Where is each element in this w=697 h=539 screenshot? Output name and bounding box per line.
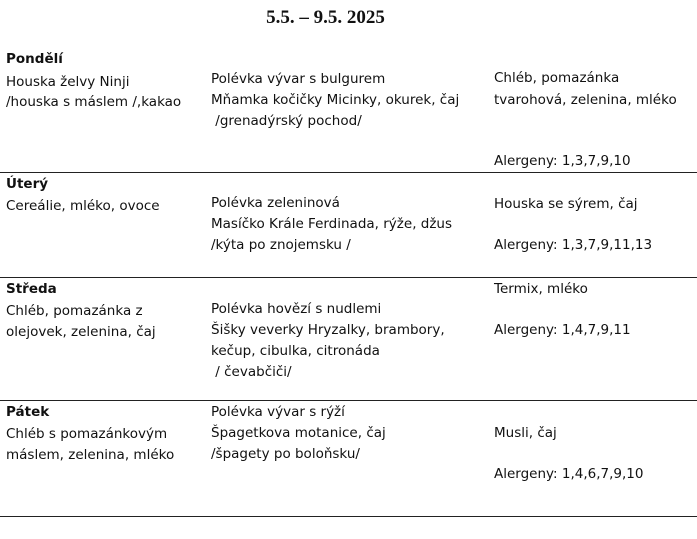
lunch-line: Polévka hovězí s nudlemi	[211, 301, 382, 317]
lunch-line: Polévka vývar s rýží	[211, 404, 345, 420]
breakfast-line: /houska s máslem /,kakao	[6, 94, 182, 110]
breakfast-line: Chléb, pomazánka z	[6, 303, 143, 319]
day-name-monday: Pondělí	[6, 51, 63, 67]
lunch-line: Mňamka kočičky Micinky, okurek, čaj	[211, 92, 460, 108]
lunch-line: Masíčko Krále Ferdinada, rýže, džus	[211, 216, 453, 232]
row-divider	[0, 277, 697, 278]
row-divider	[0, 172, 697, 173]
lunch-line: Polévka zeleninová	[211, 195, 340, 211]
breakfast-line: Cereálie, mléko, ovoce	[6, 198, 160, 214]
day-name-wednesday: Středa	[6, 281, 57, 297]
snack-line: Termix, mléko	[494, 281, 588, 297]
day-name-friday: Pátek	[6, 404, 50, 420]
day-name-tuesday: Úterý	[6, 176, 49, 192]
row-divider	[0, 400, 697, 401]
breakfast-line: Chléb s pomazánkovým	[6, 426, 168, 442]
breakfast-line: olejovek, zelenina, čaj	[6, 324, 156, 340]
lunch-line: /špagety po boloňsku/	[211, 446, 360, 462]
snack-line: Chléb, pomazánka	[494, 70, 620, 86]
allergens-text: Alergeny: 1,3,7,9,11,13	[494, 237, 653, 253]
lunch-line: Polévka vývar s bulgurem	[211, 71, 386, 87]
allergens-text: Alergeny: 1,3,7,9,10	[494, 153, 631, 169]
breakfast-line: máslem, zelenina, mléko	[6, 447, 175, 463]
allergens-text: Alergeny: 1,4,6,7,9,10	[494, 466, 644, 482]
lunch-line: Šišky veverky Hryzalky, brambory,	[211, 322, 445, 338]
snack-line: tvarohová, zelenina, mléko	[494, 92, 677, 108]
row-divider	[0, 516, 697, 517]
page-title: 5.5. – 9.5. 2025	[266, 7, 385, 28]
snack-line: Houska se sýrem, čaj	[494, 196, 638, 212]
lunch-line: /kýta po znojemsku /	[211, 237, 351, 253]
lunch-line: kečup, cibulka, citronáda	[211, 343, 380, 359]
snack-line: Musli, čaj	[494, 425, 557, 441]
allergens-text: Alergeny: 1,4,7,9,11	[494, 322, 631, 338]
lunch-line: Špagetkova motanice, čaj	[211, 425, 386, 441]
lunch-line: /grenadýrský pochod/	[211, 113, 362, 129]
breakfast-line: Houska želvy Ninji	[6, 74, 130, 90]
lunch-line: / čevabčiči/	[211, 364, 292, 380]
